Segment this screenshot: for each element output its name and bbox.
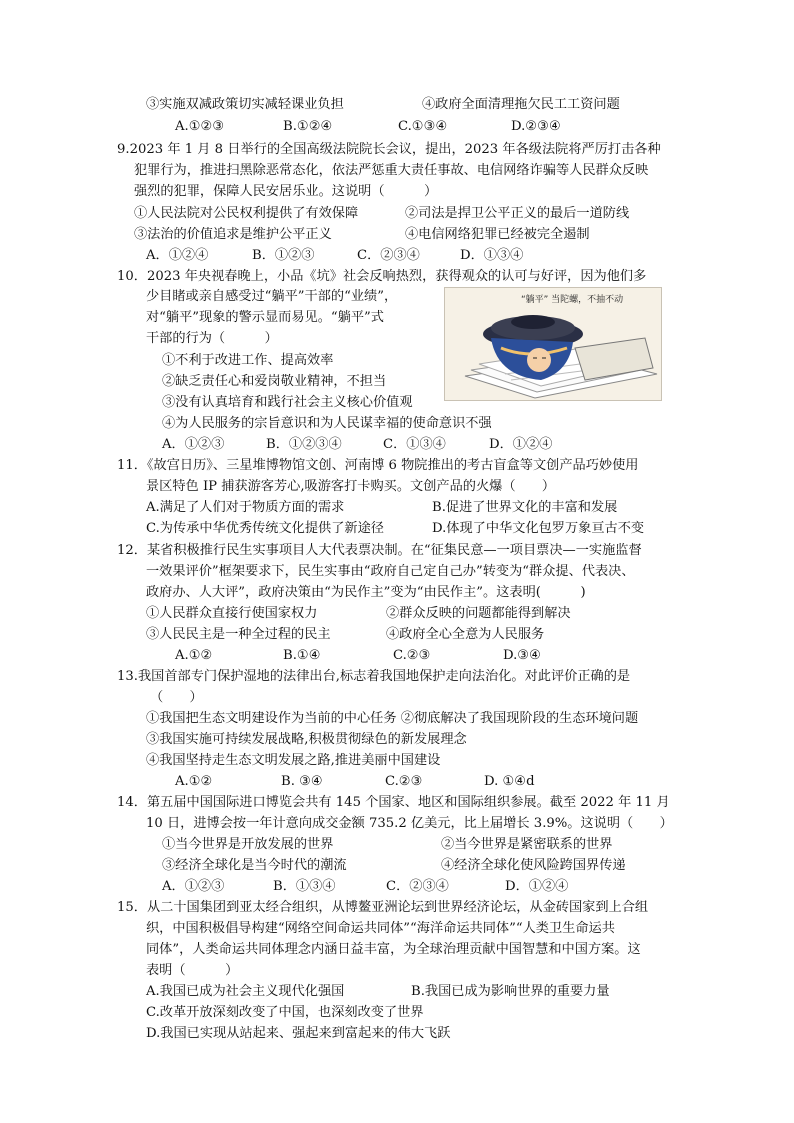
- q13-option: ③我国实施可持续发展战略,积极贯彻绿色的新发展理念: [146, 732, 467, 747]
- q10-answer: C．①③④: [383, 437, 446, 452]
- q10-option: ④为人民服务的宗旨意识和为人民谋幸福的使命意识不强: [162, 416, 492, 431]
- answer-c: C.①③④: [398, 119, 448, 134]
- q10-stem: 10．2023 年央视春晚上，小品《坑》社会反响热烈，获得观众的认可与好评，因为他们多: [117, 269, 647, 284]
- q13-answer: A.①②: [175, 774, 213, 789]
- q10-answer: A．①②③: [162, 437, 225, 452]
- q11-option: B.促进了世界文化的丰富和发展: [432, 500, 618, 515]
- q9-answer: C．②③④: [357, 248, 420, 263]
- q12-answer: B.①④: [283, 648, 321, 663]
- q12-answer: D.③④: [503, 648, 541, 663]
- q12-answer: A.①②: [175, 648, 213, 663]
- q12-stem: 政府办、人大评”，政府决策由“为民作主”变为“由民作主”。这表明( ): [146, 585, 586, 600]
- q12-stem: 12．某省积极推行民生实事项目人大代表票决制。在“征集民意—一项目票决—一实施监督: [117, 543, 642, 558]
- q11-option: D.体现了中华文化包罗万象亘古不变: [432, 521, 645, 536]
- q10-stem: 少目睹或亲自感受过“躺平”干部的“业绩”，: [146, 289, 398, 304]
- option-3: ③实施双减政策切实减轻课业负担: [146, 97, 344, 112]
- q15-stem: 同体”，人类命运共同体理念内涵日益丰富，为全球治理贡献中国智慧和中国方案。这: [146, 942, 641, 957]
- answer-d: D.②③④: [511, 119, 561, 134]
- q14-answer: D．①②④: [505, 879, 569, 894]
- q15-stem: 15．从二十国集团到亚太经合组织，从博鳌亚洲论坛到世界经济论坛，从金砖国家到上合组: [117, 900, 649, 915]
- q9-option: ③法治的价值追求是维护公平正义: [134, 227, 332, 242]
- q15-option-b: B.我国已成为影响世界的重要力量: [411, 984, 610, 999]
- q11-option: C.为传承中华优秀传统文化提供了新途径: [146, 521, 384, 536]
- q10-answer: B．①②③④: [266, 437, 342, 452]
- q9-stem: 9.2023 年 1 月 8 日举行的全国高级法院院长会议，提出，2023 年各级法院将严厉打击各种: [117, 142, 661, 157]
- q9-answer: D．①③④: [460, 248, 524, 263]
- q14-option: ①当今世界是开放发展的世界: [162, 837, 334, 852]
- q9-stem: 犯罪行为，推进扫黑除恶常态化，依法严惩重大责任事故、电信网络诈骗等人民群众反映: [134, 163, 649, 178]
- q13-answer: C.②③: [385, 774, 423, 789]
- q10-stem: 对“躺平”现象的警示显而易见。“躺平”式: [146, 310, 384, 325]
- q9-option: ①人民法院对公民权利提供了有效保障: [134, 206, 359, 221]
- q14-option: ②当今世界是紧密联系的世界: [441, 837, 613, 852]
- q14-answer: C．②③④: [386, 879, 449, 894]
- q13-answer: B. ③④: [281, 774, 323, 789]
- q15-option-c: C.改革开放深刻改变了中国，也深刻改变了世界: [146, 1005, 424, 1020]
- q14-option: ④经济全球化使风险跨国界传递: [441, 858, 626, 873]
- q9-option: ④电信网络犯罪已经被完全遏制: [405, 227, 590, 242]
- q9-stem: 强烈的犯罪，保障人民安居乐业。这说明（ ）: [134, 184, 438, 199]
- q12-option: ④政府全心全意为人民服务: [386, 627, 545, 642]
- q15-option-a: A.我国已成为社会主义现代化强国: [146, 984, 345, 999]
- q12-answer: C.②③: [393, 648, 431, 663]
- q14-option: ③经济全球化是当今时代的潮流: [162, 858, 347, 873]
- q9-option: ②司法是捍卫公平正义的最后一道防线: [405, 206, 630, 221]
- cartoon-caption: “躺平” 当陀螺，不抽不动: [521, 295, 624, 305]
- q9-answer: B．①②③: [252, 248, 315, 263]
- q9-answer: A．①②④: [146, 248, 209, 263]
- q12-option: ①人民群众直接行使国家权力: [146, 606, 318, 621]
- q12-option: ②群众反映的问题都能得到解决: [386, 606, 571, 621]
- q10-stem: 干部的行为（ ）: [146, 331, 278, 346]
- q12-option: ③人民民主是一种全过程的民主: [146, 627, 331, 642]
- q10-option: ①不利于改进工作、提高效率: [162, 353, 334, 368]
- q11-stem: 11．《故宫日历》、三星堆博物馆文创、河南博 6 物院推出的考古盲盒等文创产品巧妙使用: [117, 458, 639, 473]
- q10-option: ②缺乏责任心和爱岗敬业精神，不担当: [162, 374, 387, 389]
- q15-option-d: D.我国已实现从站起来、强起来到富起来的伟大飞跃: [146, 1026, 451, 1041]
- q13-stem: （ ）: [150, 690, 203, 705]
- q15-stem: 表明（ ）: [146, 963, 239, 978]
- answer-a: A.①②③: [175, 119, 225, 134]
- q10-option: ③没有认真培育和践行社会主义核心价值观: [162, 395, 413, 410]
- q11-option: A.满足了人们对于物质方面的需求: [146, 500, 345, 515]
- q14-stem: 14．第五届中国国际进口博览会共有 145 个国家、地区和国际组织参展。截至 2022 年 11 月: [117, 795, 670, 810]
- option-4: ④政府全面清理拖欠民工工资问题: [422, 97, 620, 112]
- q11-stem: 景区特色 IP 捕获游客芳心,吸游客打卡购买。文创产品的火爆（ ）: [146, 479, 556, 494]
- q10-answer: D．①②④: [489, 437, 553, 452]
- q15-stem: 织，中国积极倡导构建“网络空间命运共同体”“海洋命运共同体”“人类卫生命运共: [146, 921, 615, 936]
- q13-option: ④我国坚持走生态文明发展之路,推进美丽中国建设: [146, 753, 441, 768]
- q14-answer: B．①③④: [273, 879, 336, 894]
- q14-answer: A．①②③: [162, 879, 225, 894]
- q13-option: ①我国把生态文明建设作为当前的中心任务 ②彻底解决了我国现阶段的生态环境问题: [146, 711, 639, 726]
- answer-b: B.①②④: [283, 119, 333, 134]
- q12-stem: 一效果评价”框架要求下，民生实事由“政府自己定自己办”转变为“群众提、代表决、: [146, 564, 635, 579]
- q13-stem: 13.我国首部专门保护湿地的法律出台,标志着我国地保护走向法治化。对此评价正确的是: [117, 669, 631, 684]
- q13-answer: D. ①④d: [484, 774, 535, 789]
- q14-stem: 10 日，进博会按一年计意向成交金额 735.2 亿美元，比上届增长 3.9%。这说明（ ）: [146, 816, 673, 831]
- cartoon-image: [444, 287, 662, 401]
